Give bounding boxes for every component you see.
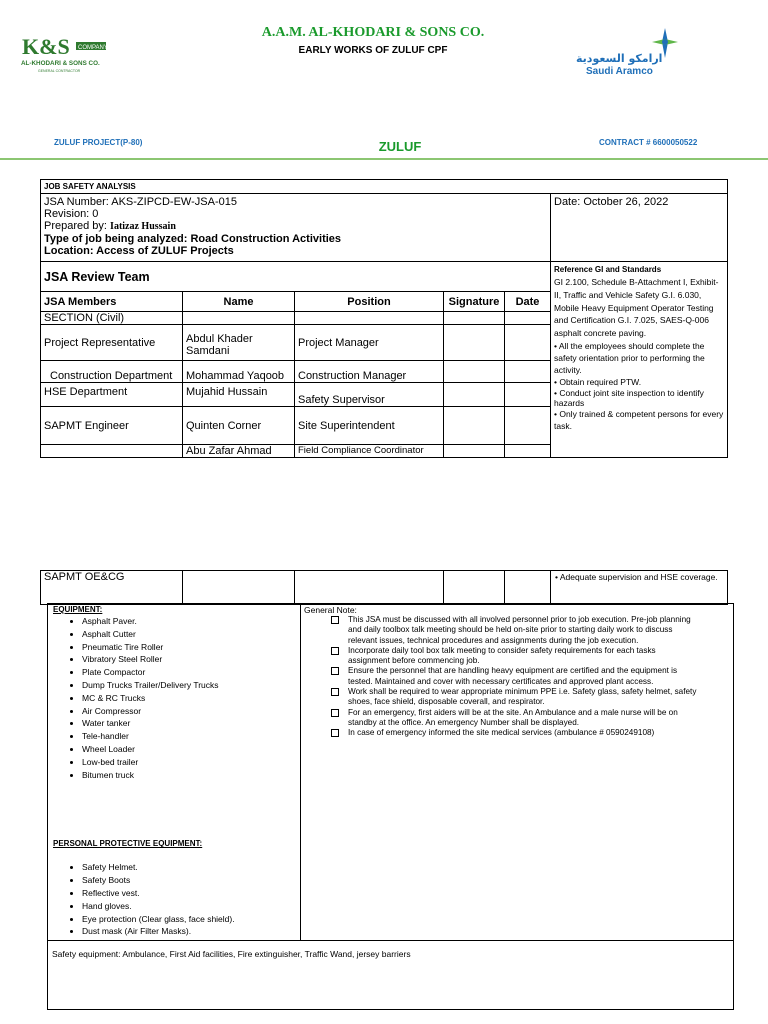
reference-text: GI 2.100, Schedule B-Attachment I, Exhibit-II, Traffic and Vehicle Safety G.I. 6.030, Mobile Heavy Equipment Operator Testing and Certification G.I. 7.025, SAES-Q-006 asphalt concrete paving. xyxy=(554,277,719,339)
list-item: For an emergency, first aiders will be at the site. An Ambulance and a male nurse will be on standby at the office. An emergency Number shall be displayed. xyxy=(348,708,699,729)
member-name: Abu Zafar Ahmad xyxy=(183,445,295,458)
prepared-label: Prepared by: xyxy=(44,220,111,232)
jsa-section-title: JOB SAFETY ANALYSIS xyxy=(41,180,728,194)
header-divider xyxy=(0,158,768,160)
list-item: • Air Compressor xyxy=(82,705,301,718)
company-title: A.A.M. AL-KHODARI & SONS CO. xyxy=(261,25,485,40)
jsa-location: Location: Access of ZULUF Projects xyxy=(44,245,234,257)
member-role: SAPMT OE&CG xyxy=(41,571,183,605)
ks-logo-letters: K&S xyxy=(22,34,70,59)
list-item: • Safety Helmet. xyxy=(82,861,301,874)
member-position: Site Superintendent xyxy=(295,407,444,445)
list-item: • Water tanker xyxy=(82,717,301,730)
equipment-title: EQUIPMENT: xyxy=(53,605,103,614)
member-role xyxy=(41,445,183,458)
checkbox-icon xyxy=(331,647,339,655)
member-date xyxy=(505,361,551,383)
member-role: HSE Department xyxy=(41,383,183,407)
equipment-list xyxy=(48,615,301,781)
list-item: Ensure the personnel that are handling heavy equipment are certified and the equipment is tested. Maintained and cover with necessary certificates and approved plant access. xyxy=(348,666,699,687)
prepared-name: Iatizaz Hussain xyxy=(110,221,176,232)
supervision-bullet: • Adequate supervision and HSE coverage. xyxy=(551,571,728,605)
jsa-table-continued xyxy=(40,570,728,605)
member-name: Mujahid Hussain xyxy=(183,383,295,407)
member-signature xyxy=(444,407,505,445)
reference-bullets xyxy=(554,340,724,432)
aramco-arabic-text: ارامكو السعودية xyxy=(576,52,663,65)
reference-bullet: • Only trained & competent persons for every task. xyxy=(554,408,724,431)
list-item: • Asphalt Paver. xyxy=(82,615,301,628)
jsa-table xyxy=(40,179,728,458)
project-label: ZULUF PROJECT(P-80) xyxy=(54,138,143,147)
ks-logo-caption2: GENERAL CONTRACTOR xyxy=(38,69,81,73)
list-item: • Low-bed trailer xyxy=(82,756,301,769)
col-header-signature: Signature xyxy=(444,292,505,312)
col-header-position: Position xyxy=(295,292,444,312)
safety-equipment-box xyxy=(47,940,734,1010)
general-note-title: General Note: xyxy=(304,605,357,615)
ks-logo xyxy=(18,28,108,76)
section-civil: SECTION (Civil) xyxy=(41,312,183,325)
member-position: Safety Supervisor xyxy=(295,383,444,407)
member-signature xyxy=(444,445,505,458)
list-item: • Safety Boots xyxy=(82,874,301,887)
jsa-number: JSA Number: AKS-ZIPCD-EW-JSA-015 xyxy=(44,196,237,208)
member-position: Project Manager xyxy=(295,325,444,361)
checkbox-icon xyxy=(331,667,339,675)
ks-logo-company: COMPANY xyxy=(78,45,108,51)
member-date xyxy=(505,407,551,445)
reference-bullet: • All the employees should complete the safety orientation prior to performing the activity. xyxy=(554,340,705,375)
list-item: Work shall be required to wear appropriate minimum PPE i.e. Safety glass, safety helmet, safety shoes, face shield, disposable coverall, and respirator. xyxy=(348,687,699,708)
list-item: In case of emergency informed the site medical services (ambulance # 0590249108) xyxy=(348,728,699,738)
ks-logo-caption: AL-KHODARI & SONS CO. xyxy=(21,60,100,67)
general-note-box xyxy=(300,603,734,941)
member-role: SAPMT Engineer xyxy=(41,407,183,445)
member-date xyxy=(505,383,551,407)
member-role: Construction Department xyxy=(41,361,183,383)
jsa-revision: Revision: 0 xyxy=(44,208,99,220)
member-signature xyxy=(444,361,505,383)
list-item: • Wheel Loader xyxy=(82,743,301,756)
checkbox-icon xyxy=(331,688,339,696)
list-item: • Dump Trucks Trailer/Delivery Trucks xyxy=(82,679,301,692)
member-role: Project Representative xyxy=(41,325,183,361)
col-header-date: Date xyxy=(505,292,551,312)
list-item: • Bitumen truck xyxy=(82,769,301,782)
equipment-box xyxy=(47,603,301,941)
reference-title: Reference GI and Standards xyxy=(554,265,662,274)
reference-cell xyxy=(551,262,728,458)
reference-bullet: • Conduct joint site inspection to identify hazards xyxy=(554,387,704,408)
company-subtitle: EARLY WORKS OF ZULUF CPF xyxy=(298,45,448,56)
list-item: • Tele-handler xyxy=(82,730,301,743)
list-item: Incorporate daily tool box talk meeting to consider safety requirements for each tasks assignment before commencing job. xyxy=(348,646,699,667)
jsa-job-type: Type of job being analyzed: Road Construction Activities xyxy=(44,233,342,245)
list-item: • MC & RC Trucks xyxy=(82,692,301,705)
reference-bullet: • Obtain required PTW. xyxy=(554,376,642,387)
checkbox-icon xyxy=(331,709,339,717)
list-item: • Plate Compactor xyxy=(82,666,301,679)
contract-number: CONTRACT # 6600050522 xyxy=(599,138,698,147)
list-item: • Reflective vest. xyxy=(82,887,301,900)
list-item: • Vibratory Steel Roller xyxy=(82,653,301,666)
jsa-prepared-by xyxy=(44,220,547,233)
project-center-title: ZULUF xyxy=(378,139,422,154)
member-date xyxy=(505,325,551,361)
jsa-info-cell xyxy=(41,194,551,262)
member-name: Mohammad Yaqoob xyxy=(183,361,295,383)
member-position: Field Compliance Coordinator xyxy=(295,445,444,458)
col-header-name: Name xyxy=(183,292,295,312)
safety-equipment-text: Safety equipment: Ambulance, First Aid facilities, Fire extinguisher, Traffic Wand, jersey barriers xyxy=(52,949,411,959)
list-item: • Hand gloves. xyxy=(82,900,301,913)
table-row xyxy=(41,571,728,605)
ppe-list xyxy=(48,861,301,938)
saudi-aramco-logo xyxy=(572,24,684,80)
list-item: • Asphalt Cutter xyxy=(82,628,301,641)
member-date xyxy=(505,445,551,458)
list-item: • Eye protection (Clear glass, face shield). xyxy=(82,913,301,926)
member-signature xyxy=(444,383,505,407)
member-position: Construction Manager xyxy=(295,361,444,383)
list-item: • Pneumatic Tire Roller xyxy=(82,641,301,654)
member-name: Quinten Corner xyxy=(183,407,295,445)
general-note-list xyxy=(301,615,699,739)
list-item: • Dust mask (Air Filter Masks). xyxy=(82,925,301,938)
list-item: This JSA must be discussed with all involved personnel prior to job execution. Pre-job planning and daily toolbox talk meeting should be held on-site prior to starting daily work to discuss relevant issues, technical procedures and assignments during the job execution. xyxy=(348,615,699,646)
member-name: Abdul Khader Samdani xyxy=(183,325,295,361)
col-header-members: JSA Members xyxy=(41,292,183,312)
member-signature xyxy=(444,325,505,361)
ppe-title: PERSONAL PROTECTIVE EQUIPMENT: xyxy=(53,839,203,849)
jsa-review-team: JSA Review Team xyxy=(41,262,551,292)
checkbox-icon xyxy=(331,616,339,624)
jsa-date: Date: October 26, 2022 xyxy=(551,194,728,262)
aramco-english-text: Saudi Aramco xyxy=(586,66,653,77)
checkbox-icon xyxy=(331,729,339,737)
